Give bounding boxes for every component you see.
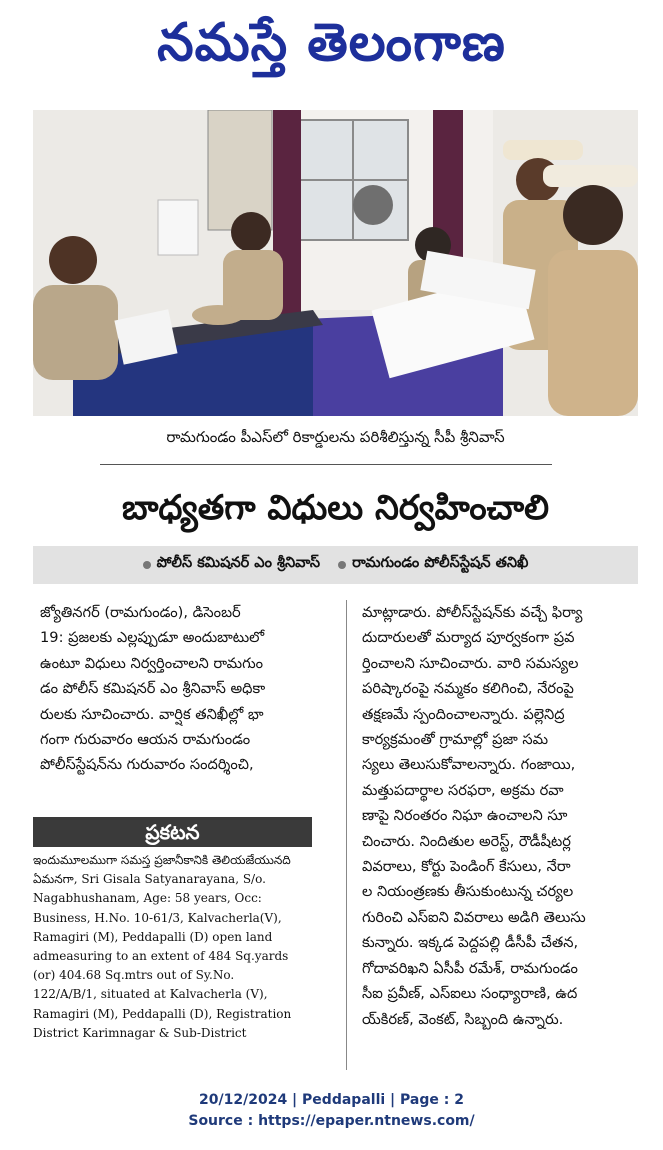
article-line: 19: ప్రజలకు ఎల్లప్పుడూ అందుబాటులో [40,629,265,647]
ad-line: District Karimnagar & Sub-District [33,1025,247,1040]
article-right-column [362,600,638,1032]
caption-rule [100,464,552,465]
ad-line: Nagabhushanam, Age: 58 years, Occ: [33,891,262,906]
ad-line: admeasuring to an extent of 484 Sq.yards [33,949,289,964]
article-line: గోదావరిఖని ఏసీపీ రమేశ్, రామగుండం [362,959,578,977]
article-left-column [40,600,330,778]
news-photo [33,110,638,416]
article-line: ర్తించాలని సూచించారు. వారి సమస్యల [362,654,579,672]
masthead-title: నమస్తే తెలంగాణ [157,13,506,73]
article-line: పోలీస్‌స్టేషన్‌ను గురువారం సందర్శించి, [40,756,254,774]
article-line: గంగా గురువారం ఆయన రామగుండం [40,731,251,749]
bullet-icon [338,561,346,569]
article-line: స్యలు తెలుసుకోవాలన్నారు. గంజాయి, [362,756,576,774]
article-line: జ్యోతినగర్ (రామగుండం), డిసెంబర్ [40,604,241,621]
article-line: కున్నారు. ఇక్కడ పెద్దపల్లి డీసీపీ చేతన, [362,934,579,952]
article-line: ల నియంత్రణకు తీసుకుంటున్న చర్యల [362,883,574,901]
ad-line: ఏమనగా, Sri Gisala Satyanarayana, S/o. [33,872,266,887]
ad-line: ఇందుమూలముగా సమస్త ప్రజానీకానికి తెలియజేయునది [33,853,291,867]
ad-line: 122/A/B/1, situated at Kalvacherla (V), [33,987,268,1002]
ad-body [33,847,312,1043]
article-line: చించారు. నిందితుల అరెస్ట్, రౌడీషీటర్ల [362,832,571,850]
headline: బాధ్యతగా విధులు నిర్వహించాలి [121,488,550,528]
ad-line: Business, H.No. 10-61/3, Kalvacherla(V), [33,910,282,925]
bullet-icon [143,561,151,569]
article-line: ఉంటూ విధులు నిర్వర్తించాలని రామగుం [40,654,264,672]
article-line: మాట్లాడారు. పోలీస్‌స్టేషన్‌కు వచ్చే ఫిర్యా [362,604,583,621]
article-line: య్‌కిరణ్, వెంకట్, సిబ్బంది ఉన్నారు. [362,1010,564,1028]
subheading-item-1: పోలీస్ కమిషనర్ ఎం శ్రీనివాస్ [156,555,321,571]
ad-heading: ప్రకటన [33,817,312,847]
subheading-item-2: రామగుండం పోలీస్‌స్టేషన్ తనిఖీ [352,555,529,571]
photo-icon [33,110,638,416]
column-divider [346,600,347,1070]
public-notice-ad [33,817,312,1070]
article-line: తక్షణమే స్పందించాలన్నారు. పల్లెనిద్ర [362,705,565,723]
footer-date-line: 20/12/2024 | Peddapalli | Page : 2 [199,1092,464,1108]
article-line: రులకు సూచించారు. వార్షిక తనిఖీల్లో భా [40,705,264,723]
ad-line: Ramagiri (M), Peddapalli (D) open land [33,929,273,944]
article-line: పరిష్కారంపై నమ్మకం కలిగించి, నేరంపై [362,680,574,698]
article-line: సీఐ ప్రవీణ్, ఎస్ఐలు సంధ్యారాణి, ఉద [362,985,578,1003]
article-line: దుదారులతో మర్యాద పూర్వకంగా ప్రవ [362,629,575,647]
article-line: మత్తుపదార్థాల సరఫరా, అక్రమ రవా [362,781,564,799]
footer-source-line: Source : https://epaper.ntnews.com/ [188,1113,475,1129]
photo-caption: రామగుండం పీఎస్‌లో రికార్డులను పరిశీలిస్తున్న సీపీ శ్రీనివాస్ [166,428,505,446]
ad-line: (or) 404.68 Sq.mtrs out of Sy.No. [33,968,235,983]
article-line: గురించి ఎస్ఐని వివరాలు అడిగి తెలుసు [362,908,586,926]
article-line: ణాపై నిరంతరం నిఘా ఉంచాలని సూ [362,807,568,825]
ad-line: Ramagiri (M), Peddapalli (D), Registration [33,1006,292,1021]
article-line: కార్యక్రమంతో గ్రామాల్లో ప్రజా సమ [362,731,549,749]
article-line: వివరాలు, కోర్టు పెండింగ్ కేసులు, నేరా [362,858,571,876]
article-line: డం పోలీస్ కమిషనర్ ఎం శ్రీనివాస్ అధికా [40,680,266,698]
subheading-bar [33,546,638,584]
